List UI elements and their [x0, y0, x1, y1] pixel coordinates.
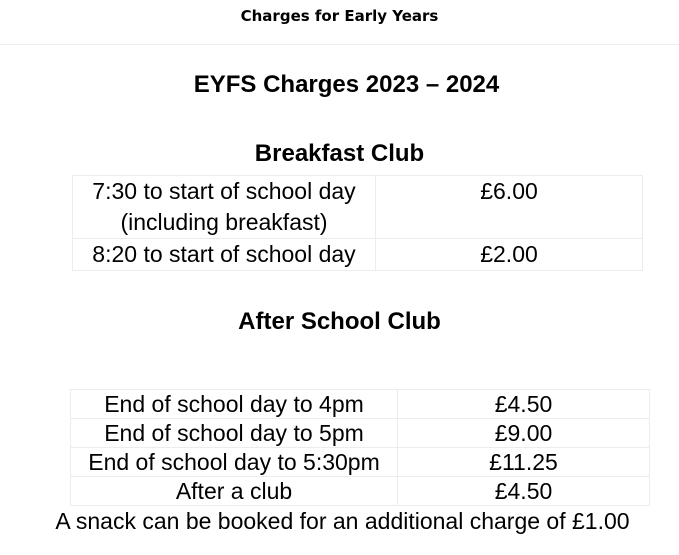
table-row — [71, 477, 650, 506]
breakfast-club-heading: Breakfast Club — [254, 140, 425, 167]
after-school-club-table — [70, 389, 650, 506]
row-description-line: 8:20 to start of school day — [73, 239, 376, 271]
row-price: £6.00 — [376, 176, 643, 239]
row-price: £2.00 — [376, 239, 643, 271]
table-row — [71, 419, 650, 448]
table-row — [73, 239, 643, 271]
breakfast-row-description — [73, 176, 376, 239]
table-row — [73, 176, 643, 239]
row-price: £4.50 — [398, 390, 650, 419]
row-description: End of school day to 5:30pm — [71, 448, 398, 477]
row-description-line: 7:30 to start of school day — [92, 178, 356, 204]
row-description: After a club — [71, 477, 398, 506]
row-price: £11.25 — [398, 448, 650, 477]
page-header — [0, 0, 679, 45]
table-row — [71, 390, 650, 419]
document-title: EYFS Charges 2023 – 2024 — [193, 71, 500, 98]
row-price: £4.50 — [398, 477, 650, 506]
breakfast-club-table — [72, 175, 643, 271]
table-row — [71, 448, 650, 477]
page-title: Charges for Early Years — [240, 7, 439, 25]
after-school-club-heading: After School Club — [238, 308, 441, 335]
row-price: £9.00 — [398, 419, 650, 448]
snack-note: A snack can be booked for an additional charge of £1.00 — [55, 508, 630, 534]
row-description: End of school day to 4pm — [71, 390, 398, 419]
row-description: End of school day to 5pm — [71, 419, 398, 448]
row-description-subline: (including breakfast) — [120, 209, 328, 235]
